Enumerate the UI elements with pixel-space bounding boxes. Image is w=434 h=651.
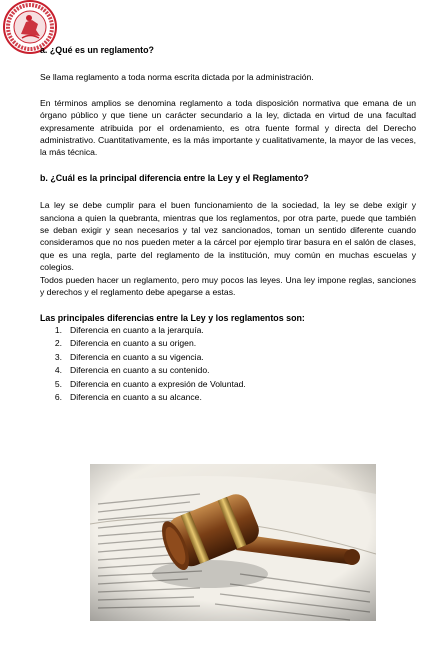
differences-title: Las principales diferencias entre la Ley y los reglamentos son: [40, 312, 305, 323]
section-a-paragraph-1: Se llama reglamento a toda norma escrita dictada por la administración. [40, 72, 314, 83]
list-item-text: Diferencia en cuanto a su alcance. [70, 391, 202, 402]
list-item-text: Diferencia en cuanto a su vigencia. [70, 351, 204, 362]
section-b-paragraph-1: La ley se debe cumplir para el buen funcionamiento de la sociedad, la ley se debe exigir y sanciona a quien la quebranta, mientras que los reglamentos, por otra parte, puede que también se deban exigir y sean necesarios y tal vez sancionados, toman un sentido diferente cuando consideramos que no nos pueden meter a la cárcel por ejemplo tirar basura en el salón de clases, que es una regla, parte del reglamento de la institución, muy común en muchas escuelas y colegios. [40, 200, 416, 273]
list-item-text: Diferencia en cuanto a su origen. [70, 338, 197, 349]
list-item-text: Diferencia en cuanto a su contenido. [70, 365, 210, 376]
section-b-title: b. ¿Cuál es la principal diferencia entre la Ley y el Reglamento? [40, 172, 309, 183]
section-a-paragraph-2: En términos amplios se denomina reglamento a toda disposición normativa que emana de un órgano público y que tiene un carácter secundario a la ley, dictada en virtud de una facultad expresamente atribuida por el ordenamiento, es otra fuente formal y directa del Derecho administrativo. Cuantitativamente, es la más importante y cualitativamente, la mayor de las veces, la más técnica. [40, 97, 416, 158]
list-item-number: 1. [54, 324, 62, 335]
list-item-text: Diferencia en cuanto a expresión de Voluntad. [70, 378, 246, 389]
section-b-paragraph-2: Todos pueden hacer un reglamento, pero muy pocos las leyes. Una ley impone reglas, sanciones y derechos y el reglamento debe apegarse a estas. [40, 274, 416, 298]
list-item-number: 2. [54, 338, 62, 349]
list-item [40, 324, 416, 337]
list-item-number: 5. [54, 378, 62, 389]
list-item [40, 351, 416, 364]
list-item-text: Diferencia en cuanto a la jerarquía. [70, 324, 204, 335]
list-item-number: 4. [54, 365, 62, 376]
gavel-book-photo [90, 464, 376, 621]
list-item [40, 364, 416, 377]
list-item-number: 6. [54, 391, 62, 402]
list-item-number: 3. [54, 351, 62, 362]
list-item [40, 378, 416, 391]
document-body [40, 44, 416, 404]
section-a-title: a. ¿Qué es un reglamento? [40, 45, 154, 55]
list-item [40, 391, 416, 404]
differences-list [40, 324, 416, 404]
list-item [40, 337, 416, 350]
